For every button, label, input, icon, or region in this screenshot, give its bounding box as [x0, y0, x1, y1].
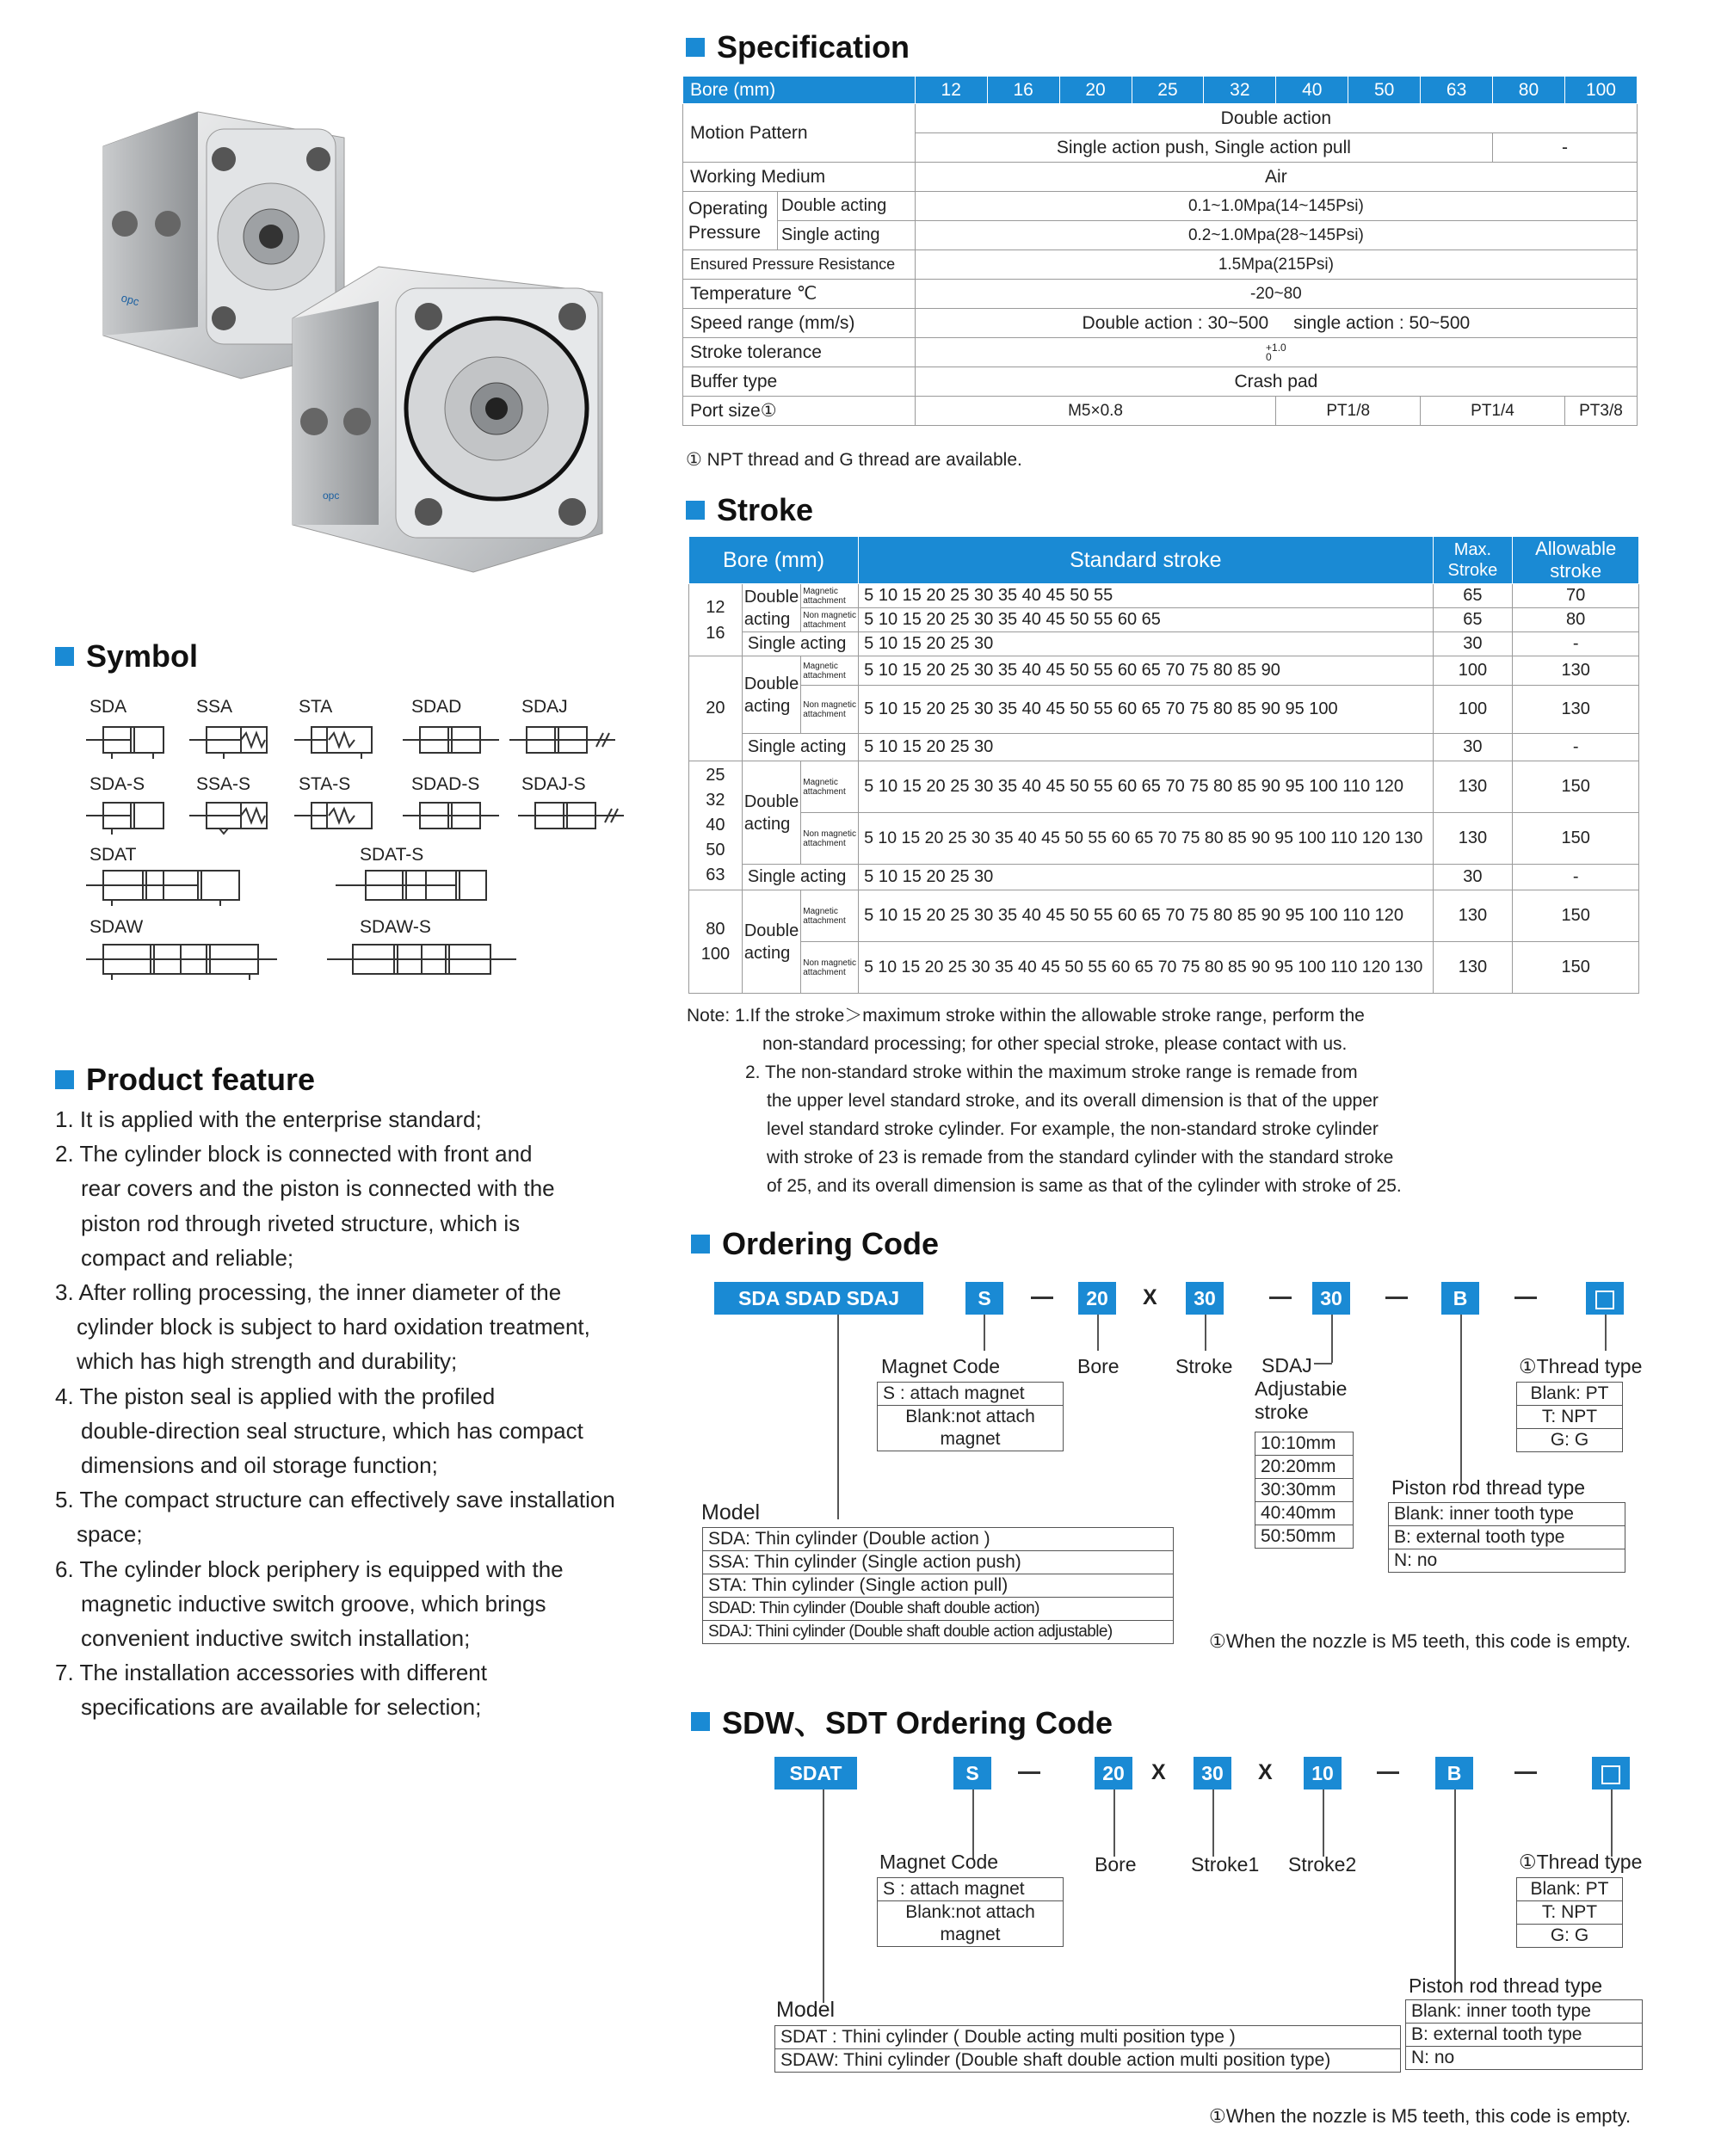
- heading-square-icon: [686, 38, 705, 57]
- adj-label-line: SDAJ: [1261, 1354, 1312, 1377]
- adj-opt: 10:10mm: [1255, 1432, 1353, 1456]
- piston-opt: N: no: [1394, 1550, 1438, 1570]
- temp-value: -20~80: [915, 280, 1637, 309]
- order2-note: ①When the nozzle is M5 teeth, this code is empty.: [1209, 2105, 1632, 2127]
- g3-single: Single acting: [742, 865, 858, 890]
- symbol-label: SDAD: [411, 697, 462, 717]
- g2-bore: 20: [689, 656, 743, 761]
- op-label-2: Pressure: [688, 222, 762, 243]
- connector: [1605, 1315, 1607, 1351]
- order1-model-code: SDA SDAD SDAJ: [714, 1282, 923, 1315]
- order1-heading: Ordering Code: [691, 1226, 939, 1262]
- bore-label: Bore (mm): [683, 77, 916, 104]
- adj-opt: 40:40mm: [1255, 1502, 1353, 1525]
- stroke-heading: Stroke: [686, 492, 813, 528]
- thread-opt: G: G: [1550, 1925, 1589, 1945]
- op-double-value: 0.1~1.0Mpa(14~145Psi): [915, 192, 1637, 221]
- cylinder-rear-image: [293, 267, 602, 572]
- order2-magnet-label: Magnet Code: [879, 1851, 999, 1873]
- port-value-3: PT1/4: [1421, 397, 1565, 426]
- feature-line: specifications are available for selection;: [81, 1694, 482, 1721]
- symbol-label: SDAT-S: [360, 845, 424, 865]
- order1-model-box: [702, 1527, 1174, 1644]
- thread-opt: T: NPT: [1517, 1406, 1622, 1429]
- g4-row2-max: 130: [1433, 942, 1513, 994]
- heading-square-icon: [55, 647, 74, 666]
- order2-model-box: [774, 2025, 1401, 2073]
- tolerance-label: Stroke tolerance: [683, 338, 916, 367]
- order1-magnet-code: S: [965, 1282, 1003, 1315]
- sdaw-symbol-icon: [86, 945, 277, 980]
- order1-adj-box: [1255, 1432, 1354, 1549]
- feature-line: piston rod through riveted structure, which is: [81, 1210, 521, 1236]
- port-value-1: M5×0.8: [915, 397, 1276, 426]
- order1-magnet-box: [877, 1382, 1064, 1451]
- note-line: with stroke of 23 is remade from the standard cylinder with the standard stroke: [767, 1148, 1394, 1167]
- order2-heading: SDW、SDT Ordering Code: [691, 1699, 1113, 1743]
- connector: [1097, 1315, 1099, 1351]
- stroke-allow-header: Allowable stroke: [1513, 537, 1639, 584]
- feature-line: 4. The piston seal is applied with the profiled: [55, 1383, 496, 1409]
- feature-line: 6. The cylinder block periphery is equipped with the: [55, 1555, 564, 1582]
- stroke-std-header: Standard stroke: [859, 537, 1433, 584]
- order2-thread-code: [1592, 1757, 1630, 1789]
- order2-thread-box: [1516, 1877, 1623, 1948]
- feature-line: 2. The cylinder block is connected with front and: [55, 1141, 533, 1167]
- g1-row2-allow: 80: [1513, 608, 1639, 632]
- feature-line: rear covers and the piston is connected with the: [81, 1175, 555, 1202]
- symbol-label: SDA-S: [89, 774, 145, 794]
- note-line: level standard stroke cylinder. For example, the non-standard stroke cylinder: [767, 1119, 1379, 1139]
- g2-nonmag: Non magnetic attachment: [803, 699, 856, 719]
- g4-row2-allow: 150: [1513, 942, 1639, 994]
- g2-row3-allow: -: [1513, 734, 1639, 761]
- g2-row1-stroke: 5 10 15 20 25 30 35 40 45 50 55 60 65 70 75 80 85 90: [859, 656, 1433, 686]
- symbol-heading: Symbol: [55, 638, 198, 675]
- dash: [1269, 1297, 1292, 1299]
- bore-12: 12: [915, 77, 987, 104]
- g1-mag: Magnetic attachment: [803, 586, 846, 606]
- order2-x: X: [1151, 1760, 1166, 1784]
- g2-row2-max: 100: [1433, 686, 1513, 734]
- spec-footnote: ① NPT thread and G thread are available.: [686, 450, 1022, 470]
- feature-list: [55, 1102, 615, 1725]
- connector: [1212, 1789, 1214, 1857]
- model-opt: SDAT : Thini cylinder ( Double acting multi position type ): [775, 2026, 1400, 2049]
- note-line: of 25, and its overall dimension is same as that of the cylinder with stroke of 25.: [767, 1176, 1402, 1196]
- order1-piston-label: Piston rod thread type: [1391, 1476, 1586, 1499]
- symbol-label: SDAW: [89, 917, 144, 937]
- connector: [1454, 1789, 1456, 1986]
- order1-stroke-code: 30: [1186, 1282, 1224, 1315]
- g2-row1-allow: 130: [1513, 656, 1639, 686]
- heading-square-icon: [686, 501, 705, 520]
- port-value-2: PT1/8: [1276, 397, 1421, 426]
- order1-bore-label: Bore: [1077, 1355, 1120, 1377]
- thread-opt: T: NPT: [1517, 1901, 1622, 1925]
- spec-table: [682, 76, 1638, 426]
- order1-adj-code: 30: [1312, 1282, 1350, 1315]
- bore-16: 16: [987, 77, 1059, 104]
- op-single-value: 0.2~1.0Mpa(28~145Psi): [915, 221, 1637, 250]
- g4-mag: Magnetic attachment: [803, 906, 846, 926]
- svg-text:opc: opc: [120, 291, 141, 309]
- piston-opt: Blank: inner tooth type: [1406, 2000, 1642, 2024]
- g1-row2-max: 65: [1433, 608, 1513, 632]
- g1-row2-stroke: 5 10 15 20 25 30 35 40 45 50 55 60 65: [859, 608, 1433, 632]
- order1-bore-code: 20: [1078, 1282, 1116, 1315]
- stroke-notes: [687, 1001, 1402, 1200]
- g3-row1-stroke: 5 10 15 20 25 30 35 40 45 50 55 60 65 70 75 80 85 90 95 100 110 120: [859, 761, 1433, 813]
- g1-row3-allow: -: [1513, 632, 1639, 656]
- bore-50: 50: [1348, 77, 1421, 104]
- sdat-s-symbol-icon: [336, 871, 486, 900]
- symbol-label: SDAJ: [521, 697, 568, 717]
- buffer-label: Buffer type: [683, 367, 916, 397]
- dash: [1031, 1297, 1053, 1299]
- feature-line: 3. After rolling processing, the inner diameter of the: [55, 1279, 562, 1306]
- piston-opt: B: external tooth type: [1389, 1526, 1625, 1549]
- note-line: 2. The non-standard stroke within the maximum stroke range is remade from: [745, 1063, 1358, 1082]
- dash: [1377, 1771, 1399, 1774]
- feature-line: compact and reliable;: [81, 1244, 294, 1271]
- bore-20: 20: [1059, 77, 1132, 104]
- bore-80: 80: [1493, 77, 1565, 104]
- order1-magnet-label: Magnet Code: [881, 1355, 1001, 1377]
- order1-adj-label: [1255, 1354, 1348, 1424]
- dash: [1514, 1297, 1537, 1299]
- magnet-opt: magnet: [940, 1429, 1001, 1449]
- tolerance-value: [915, 338, 1637, 367]
- g1-single: Single acting: [742, 632, 858, 656]
- sdad-symbol-icon: [403, 727, 499, 753]
- g1-double: Double acting: [742, 584, 800, 632]
- g3-nonmag: Non magnetic attachment: [803, 829, 856, 848]
- g3-row3-max: 30: [1433, 865, 1513, 890]
- stroke-bore-header: Bore (mm): [689, 537, 859, 584]
- ensured-label: Ensured Pressure Resistance: [683, 250, 916, 280]
- g3-double: Double acting: [742, 761, 800, 865]
- bore-25: 25: [1132, 77, 1204, 104]
- g4-bores: 80 100: [689, 890, 743, 994]
- g3-row1-allow: 150: [1513, 761, 1639, 813]
- order2-stroke2-code: 10: [1304, 1757, 1342, 1789]
- medium-value: Air: [915, 163, 1637, 192]
- op-label-1: Operating: [688, 198, 768, 219]
- stroke-max-header: Max. Stroke: [1433, 537, 1513, 584]
- port-value-4: PT3/8: [1564, 397, 1637, 426]
- adj-label-line: Adjustabie: [1255, 1377, 1348, 1400]
- temp-label: Temperature ℃: [683, 280, 916, 309]
- g1-bores: 12 16: [689, 584, 743, 656]
- order1-thread-label: ①Thread type: [1519, 1355, 1643, 1377]
- symbol-label: SDAT: [89, 845, 137, 865]
- feature-line: convenient inductive switch installation;: [81, 1625, 471, 1652]
- note-line: non-standard processing; for other special stroke, please contact with us.: [762, 1034, 1348, 1054]
- buffer-value: Crash pad: [915, 367, 1637, 397]
- tolerance-bottom: 0: [1266, 350, 1272, 363]
- sdad-s-symbol-icon: [403, 803, 499, 829]
- order1-stroke-label: Stroke: [1175, 1355, 1233, 1377]
- order2-stroke1-label: Stroke1: [1191, 1853, 1260, 1876]
- connector: [1611, 1789, 1613, 1857]
- op-single-label: Single acting: [777, 221, 915, 250]
- g3-row2-allow: 150: [1513, 813, 1639, 865]
- magnet-opt: Blank:not attach: [905, 1902, 1035, 1922]
- product-image: [69, 95, 620, 576]
- g1-row1-max: 65: [1433, 584, 1513, 608]
- piston-opt: Blank: inner tooth type: [1389, 1503, 1625, 1526]
- medium-label: Working Medium: [683, 163, 916, 192]
- connector: [823, 1789, 824, 2003]
- order1-thread-box: [1516, 1382, 1623, 1452]
- g4-row1-stroke: 5 10 15 20 25 30 35 40 45 50 55 60 65 70 75 80 85 90 95 100 110 120: [859, 890, 1433, 942]
- g3-row3-stroke: 5 10 15 20 25 30: [859, 865, 1433, 890]
- symbol-label: SSA-S: [196, 774, 251, 794]
- g3-bores: 25 32 40 50 63: [689, 761, 743, 890]
- sdaj-symbol-icon: [509, 727, 615, 753]
- dash: [1385, 1297, 1408, 1299]
- order1-note: ①When the nozzle is M5 teeth, this code is empty.: [1209, 1630, 1632, 1652]
- feature-line: magnetic inductive switch groove, which brings: [81, 1590, 546, 1617]
- feature-line: cylinder block is subject to hard oxidation treatment,: [77, 1314, 590, 1340]
- magnet-opt: S : attach magnet: [878, 1383, 1063, 1406]
- ensured-value: 1.5Mpa(215Psi): [915, 250, 1637, 280]
- note-line: the upper level standard stroke, and its overall dimension is that of the upper: [767, 1091, 1379, 1111]
- symbol-label: SDA: [89, 697, 127, 717]
- g4-row1-max: 130: [1433, 890, 1513, 942]
- feature-line: 7. The installation accessories with different: [55, 1660, 487, 1686]
- feature-line: 5. The compact structure can effectively save installation: [55, 1487, 615, 1513]
- order2-x: X: [1258, 1760, 1273, 1784]
- g1-row1-allow: 70: [1513, 584, 1639, 608]
- model-opt: SDAW: Thini cylinder (Double shaft double action multi position type): [780, 2050, 1331, 2070]
- motion-value-2b: -: [1493, 133, 1638, 163]
- magnet-opt: Blank:not attach: [905, 1407, 1035, 1426]
- g2-double: Double acting: [742, 656, 800, 734]
- g1-row3-max: 30: [1433, 632, 1513, 656]
- dash: [1018, 1771, 1040, 1774]
- feature-heading: Product feature: [55, 1062, 315, 1098]
- thread-opt: Blank: PT: [1517, 1383, 1622, 1406]
- heading-square-icon: [691, 1235, 710, 1254]
- thread-opt: G: G: [1550, 1430, 1589, 1450]
- order2-thread-label: ①Thread type: [1519, 1851, 1643, 1873]
- order1-piston-box: [1388, 1502, 1625, 1573]
- heading-square-icon: [55, 1070, 74, 1089]
- connector: [984, 1315, 985, 1351]
- g4-double: Double acting: [742, 890, 800, 994]
- g2-single: Single acting: [742, 734, 858, 761]
- op-pressure-label: [683, 192, 778, 250]
- order2-bore-label: Bore: [1095, 1853, 1137, 1876]
- magnet-opt: S : attach magnet: [878, 1878, 1063, 1901]
- sta-s-symbol-icon: [294, 803, 372, 829]
- order2-stroke2-label: Stroke2: [1288, 1853, 1357, 1876]
- g2-row2-allow: 130: [1513, 686, 1639, 734]
- g3-mag: Magnetic attachment: [803, 777, 846, 797]
- motion-label: Motion Pattern: [683, 104, 916, 163]
- g3-row1-max: 130: [1433, 761, 1513, 813]
- order2-stroke1-code: 30: [1194, 1757, 1231, 1789]
- model-opt: STA: Thin cylinder (Single action pull): [703, 1574, 1173, 1598]
- sdat-symbol-icon: [86, 871, 239, 906]
- order2-bore-code: 20: [1095, 1757, 1132, 1789]
- ssa-symbol-icon: [189, 727, 267, 759]
- g3-row2-max: 130: [1433, 813, 1513, 865]
- sda-s-symbol-icon: [86, 803, 163, 835]
- order1-model-label: Model: [701, 1500, 761, 1525]
- feature-line: dimensions and oil storage function;: [81, 1452, 438, 1479]
- connector: [1460, 1315, 1462, 1485]
- connector: [1205, 1315, 1206, 1351]
- g4-row2-stroke: 5 10 15 20 25 30 35 40 45 50 55 60 65 70 75 80 85 90 95 100 110 120 130: [859, 942, 1433, 994]
- g1-row1-stroke: 5 10 15 20 25 30 35 40 45 50 55: [859, 584, 1433, 608]
- order1-piston-code: B: [1441, 1282, 1479, 1315]
- adj-opt: 50:50mm: [1261, 1526, 1336, 1546]
- model-opt: SSA: Thin cylinder (Single action push): [703, 1551, 1173, 1574]
- connector: [1113, 1789, 1115, 1857]
- connector: [837, 1315, 839, 1519]
- g4-row1-allow: 150: [1513, 890, 1639, 942]
- g3-row2-stroke: 5 10 15 20 25 30 35 40 45 50 55 60 65 70 75 80 85 90 95 100 110 120 130: [859, 813, 1433, 865]
- bore-32: 32: [1204, 77, 1276, 104]
- symbol-diagrams: [77, 723, 645, 998]
- symbol-label: SDAW-S: [360, 917, 431, 937]
- g4-nonmag: Non magnetic attachment: [803, 958, 856, 977]
- g2-row3-max: 30: [1433, 734, 1513, 761]
- svg-text:opc: opc: [323, 490, 340, 502]
- order2-piston-label: Piston rod thread type: [1409, 1974, 1603, 1997]
- order2-model-code: SDAT: [774, 1757, 857, 1789]
- symbol-label: STA-S: [299, 774, 351, 794]
- ssa-s-symbol-icon: [189, 803, 267, 834]
- sdaw-s-symbol-icon: [327, 945, 516, 974]
- symbol-label: STA: [299, 697, 333, 717]
- adj-opt: 20:20mm: [1255, 1456, 1353, 1479]
- bore-63: 63: [1421, 77, 1493, 104]
- motion-value-1: Double action: [915, 104, 1637, 133]
- piston-opt: N: no: [1411, 2048, 1455, 2067]
- heading-square-icon: [691, 1712, 710, 1731]
- note-line: Note: 1.If the stroke＞maximum stroke within the allowable stroke range, perform the: [687, 1006, 1365, 1026]
- motion-value-2: Single action push, Single action pull: [915, 133, 1492, 163]
- feature-line: double-direction seal structure, which has compact: [81, 1417, 583, 1444]
- bore-100: 100: [1564, 77, 1637, 104]
- order1-thread-code: [1586, 1282, 1624, 1315]
- dash: [1514, 1771, 1537, 1774]
- g2-mag: Magnetic attachment: [803, 661, 846, 681]
- model-opt: SDAD: Thin cylinder (Double shaft double action): [703, 1598, 1173, 1621]
- order2-magnet-code: S: [953, 1757, 991, 1789]
- sdaj-s-symbol-icon: [518, 803, 624, 829]
- model-opt: SDAJ: Thini cylinder (Double shaft double action adjustable): [708, 1623, 1113, 1641]
- bore-40: 40: [1276, 77, 1348, 104]
- stroke-table: [688, 536, 1639, 994]
- sta-symbol-icon: [294, 727, 372, 759]
- order1-x: X: [1143, 1285, 1157, 1309]
- adj-opt: 30:30mm: [1255, 1479, 1353, 1502]
- symbol-label: SDAD-S: [411, 774, 480, 794]
- speed-label: Speed range (mm/s): [683, 309, 916, 338]
- order2-piston-box: [1405, 1999, 1643, 2070]
- feature-line: which has high strength and durability;: [77, 1348, 458, 1375]
- order2-magnet-box: [877, 1877, 1064, 1947]
- thread-opt: Blank: PT: [1517, 1878, 1622, 1901]
- order2-piston-code: B: [1435, 1757, 1473, 1789]
- adj-label-line: stroke: [1255, 1401, 1309, 1423]
- g1-nonmag: Non magnetic attachment: [803, 610, 856, 630]
- symbol-label: SDAJ-S: [521, 774, 586, 794]
- g1-row3-stroke: 5 10 15 20 25 30: [859, 632, 1433, 656]
- magnet-opt: magnet: [940, 1925, 1001, 1944]
- g2-row3-stroke: 5 10 15 20 25 30: [859, 734, 1433, 761]
- port-label: Port size①: [683, 397, 916, 426]
- g3-row3-allow: -: [1513, 865, 1639, 890]
- piston-opt: B: external tooth type: [1406, 2024, 1642, 2047]
- feature-line: space;: [77, 1521, 143, 1548]
- tolerance-top: +1.0: [1266, 341, 1286, 354]
- spec-heading: Specification: [686, 29, 910, 65]
- sda-symbol-icon: [86, 727, 163, 759]
- symbol-label: SSA: [196, 697, 233, 717]
- speed-value: Double action : 30~500 single action : 50~500: [915, 309, 1637, 338]
- model-opt: SDA: Thin cylinder (Double action ): [703, 1528, 1173, 1551]
- g2-row1-max: 100: [1433, 656, 1513, 686]
- feature-line: 1. It is applied with the enterprise standard;: [55, 1106, 482, 1132]
- order2-model-label: Model: [776, 1998, 836, 2022]
- g2-row2-stroke: 5 10 15 20 25 30 35 40 45 50 55 60 65 70 75 80 85 90 95 100: [859, 686, 1433, 734]
- connector: [1323, 1789, 1324, 1857]
- op-double-label: Double acting: [777, 192, 915, 221]
